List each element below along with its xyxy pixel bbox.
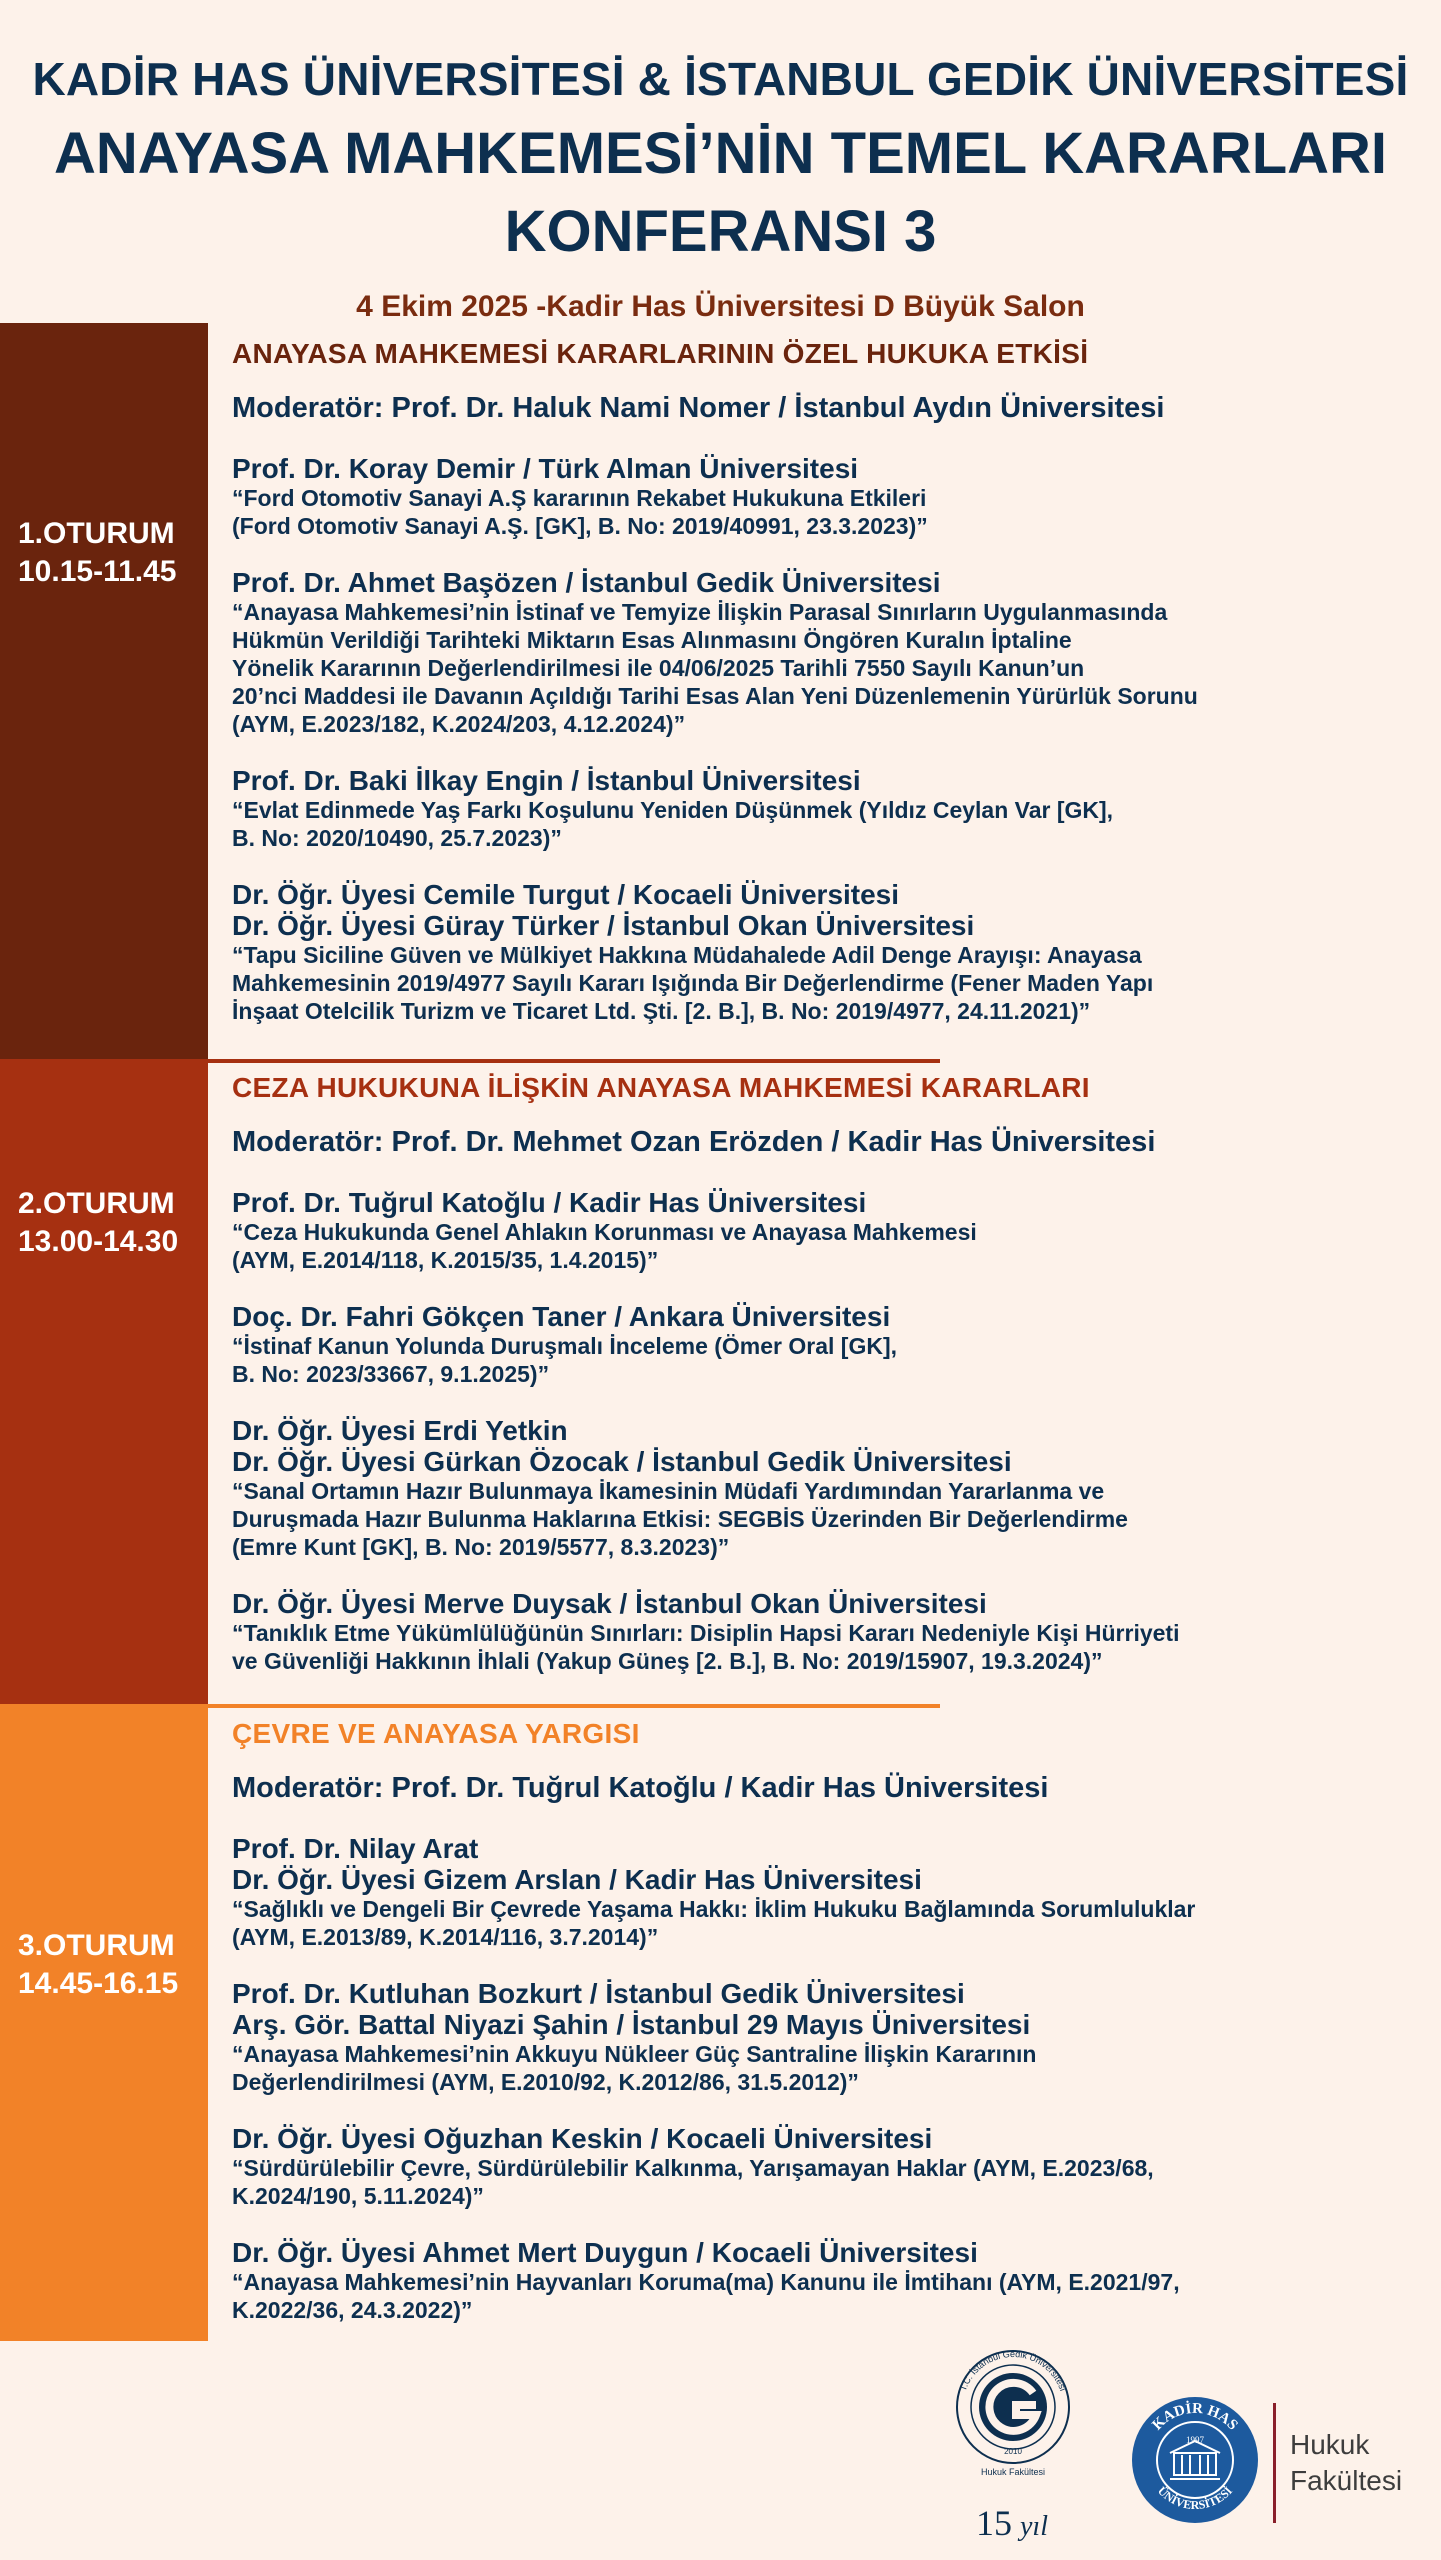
talk-title: “Anayasa Mahkemesi’nin Akkuyu Nükleer Güç Santraline İlişkin Kararının Değerlendirilmesi (AYM, E.2010/92, K.2012/86, 31.5.2012)” — [232, 2041, 1037, 2095]
session-1-time: 10.15-11.45 — [18, 555, 177, 588]
talk-title: “İstinaf Kanun Yolunda Duruşmalı İnceleme (Ömer Oral [GK], B. No: 2023/33667, 9.1.2025)” — [232, 1333, 898, 1387]
khas-seal-top: KADİR HAS — [1149, 2400, 1241, 2434]
talk-speaker: Dr. Öğr. Üyesi Cemile Turgut / Kocaeli Üniversitesi — [232, 879, 900, 910]
talk-item — [232, 2123, 1422, 2210]
talk-speaker-2: Dr. Öğr. Üyesi Güray Türker / İstanbul Okan Üniversitesi — [232, 910, 975, 941]
header-title: ANAYASA MAHKEMESİ’NİN TEMEL KARARLARI — [53, 121, 1388, 186]
gedik-ring-text: T.C. İstanbul Gedik Üniversitesi — [957, 2348, 1069, 2393]
talk-speaker: Doç. Dr. Fahri Gökçen Taner / Ankara Üniversitesi — [232, 1301, 891, 1332]
session-1 — [232, 338, 1422, 1052]
gedik-year: 2010 — [1004, 2447, 1022, 2456]
talk-speaker: Prof. Dr. Kutluhan Bozkurt / İstanbul Gedik Üniversitesi — [232, 1978, 965, 2009]
session-2 — [232, 1072, 1422, 1702]
talk-title: “Anayasa Mahkemesi’nin İstinaf ve Temyize İlişkin Parasal Sınırların Uygulanmasında Hükmün Verildiği Tarihteki Miktarın Esas Alınmasını Öngören Kuralın İptaline Yönelik Kararının Değerlendirilmesi ile 04/06/2025 Tarihli 7550 Sayılı Kanun’un 20’nci Maddesi ile Davanın Açıldığı Tarihi Esas Alan Yeni Düzenlemenin Yürürlük Sorunu (AYM, E.2023/182, K.2024/203, 4.12.2024)” — [232, 599, 1198, 737]
talk-title: “Ford Otomotiv Sanayi A.Ş kararının Rekabet Hukukuna Etkileri (Ford Otomotiv Sanayi A.Ş. [GK], B. No: 2019/40991, 23.3.2023)” — [232, 485, 928, 539]
session-title: ANAYASA MAHKEMESİ KARARLARININ ÖZEL HUKUKA ETKİSİ — [232, 338, 1089, 369]
talk-speaker: Dr. Öğr. Üyesi Ahmet Mert Duygun / Kocaeli Üniversitesi — [232, 2237, 978, 2268]
khas-seal-year: 1997 — [1186, 2435, 1204, 2445]
session-2-time: 13.00-14.30 — [18, 1225, 179, 1258]
gedik-anniversary-word: yıl — [1020, 2511, 1048, 2542]
talk-item — [232, 1187, 1422, 1274]
talk-title: “Anayasa Mahkemesi’nin Hayvanları Koruma(ma) Kanunu ile İmtihanı (AYM, E.2021/97, K.2022/36, 24.3.2022)” — [232, 2269, 1180, 2323]
talk-title: “Tapu Siciline Güven ve Mülkiyet Hakkına Müdahalede Adil Denge Arayışı: Anayasa Mahkemesinin 2019/4977 Sayılı Kararı Işığında Bir Değerlendirme (Fener Maden Yapı İnşaat Otelcilik Turizm ve Ticaret Ltd. Şti. [2. B.], B. No: 2019/4977, 24.11.2021)” — [232, 942, 1154, 1024]
talk-speaker: Prof. Dr. Tuğrul Katoğlu / Kadir Has Üniversitesi — [232, 1187, 867, 1218]
talk-item — [232, 2237, 1422, 2324]
talk-item — [232, 765, 1422, 852]
session-3-label: 3.OTURUM — [18, 1929, 175, 1962]
talk-item — [232, 1415, 1422, 1561]
talk-item — [232, 1588, 1422, 1675]
talk-speaker: Prof. Dr. Baki İlkay Engin / İstanbul Üniversitesi — [232, 765, 861, 796]
session-3-time: 14.45-16.15 — [18, 1967, 179, 2000]
session-divider — [0, 1704, 940, 1708]
talk-title: “Ceza Hukukunda Genel Ahlakın Korunması ve Anayasa Mahkemesi (AYM, E.2014/118, K.2015/35, 1.4.2015)” — [232, 1219, 977, 1273]
session-title: CEZA HUKUKUNA İLİŞKİN ANAYASA MAHKEMESİ KARARLARI — [232, 1072, 1090, 1103]
talk-speaker-2: Dr. Öğr. Üyesi Gizem Arslan / Kadir Has Üniversitesi — [232, 1864, 922, 1895]
talk-item — [232, 453, 1422, 540]
session-2-label: 2.OTURUM — [18, 1187, 175, 1220]
header-subtitle: KONFERANSI 3 — [504, 199, 937, 264]
talk-speaker: Prof. Dr. Nilay Arat — [232, 1833, 479, 1864]
session-1-band — [0, 323, 208, 1060]
talk-item — [232, 1833, 1422, 1951]
talk-title: “Sağlıklı ve Dengeli Bir Çevrede Yaşama Hakkı: İklim Hukuku Bağlamında Sorumluluklar (AYM, E.2013/89, K.2014/116, 3.7.2014)” — [232, 1896, 1196, 1950]
event-date-venue: 4 Ekim 2025 -Kadir Has Üniversitesi D Büyük Salon — [356, 290, 1085, 323]
talk-speaker: Dr. Öğr. Üyesi Merve Duysak / İstanbul Okan Üniversitesi — [232, 1588, 987, 1619]
talk-title: “Evlat Edinmede Yaş Farkı Koşulunu Yeniden Düşünmek (Yıldız Ceylan Var [GK], B. No: 2020/10490, 25.7.2023)” — [232, 797, 1114, 851]
session-2-band — [0, 1060, 208, 1705]
session-divider — [0, 1059, 940, 1063]
faculty-divider — [1273, 2403, 1276, 2523]
talk-speaker-2: Dr. Öğr. Üyesi Gürkan Özocak / İstanbul Gedik Üniversitesi — [232, 1446, 1012, 1477]
talk-title: “Tanıklık Etme Yükümlülüğünün Sınırları: Disiplin Hapsi Kararı Nedeniyle Kişi Hürriyeti ve Güvenliği Hakkının İhlali (Yakup Güneş [2. B.], B. No: 2019/15907, 19.3.2024)” — [232, 1620, 1180, 1674]
session-moderator: Moderatör: Prof. Dr. Mehmet Ozan Erözden / Kadir Has Üniversitesi — [232, 1126, 1156, 1158]
talk-item — [232, 879, 1422, 1025]
talk-title: “Sanal Ortamın Hazır Bulunmaya İkamesinin Müdafi Yardımından Yararlanma ve Duruşmada Hazır Bulunma Haklarına Etkisi: SEGBİS Üzerinden Bir Değerlendirme (Emre Kunt [GK], B. No: 2019/5577, 8.3.2023)” — [232, 1478, 1128, 1560]
session-moderator: Moderatör: Prof. Dr. Tuğrul Katoğlu / Kadir Has Üniversitesi — [232, 1772, 1049, 1804]
talk-speaker: Dr. Öğr. Üyesi Oğuzhan Keskin / Kocaeli Üniversitesi — [232, 2123, 933, 2154]
talk-speaker: Prof. Dr. Ahmet Başözen / İstanbul Gedik Üniversitesi — [232, 567, 941, 598]
talk-item — [232, 567, 1422, 738]
faculty-name: Hukuk Fakültesi — [1290, 2429, 1403, 2496]
kadir-has-university-seal — [1130, 2395, 1260, 2525]
header-universities: KADİR HAS ÜNİVERSİTESİ & İSTANBUL GEDİK ÜNİVERSİTESİ — [32, 53, 1409, 105]
gedik-anniversary: 15 — [976, 2503, 1012, 2543]
gedik-university-logo — [948, 2345, 1078, 2555]
session-moderator: Moderatör: Prof. Dr. Haluk Nami Nomer / İstanbul Aydın Üniversitesi — [232, 392, 1165, 424]
talk-speaker-2: Arş. Gör. Battal Niyazi Şahin / İstanbul 29 Mayıs Üniversitesi — [232, 2009, 1031, 2040]
talk-speaker: Dr. Öğr. Üyesi Erdi Yetkin — [232, 1415, 568, 1446]
khas-seal-bottom: ÜNİVERSİTESİ — [1154, 2483, 1236, 2512]
talk-speaker: Prof. Dr. Koray Demir / Türk Alman Üniversitesi — [232, 453, 859, 484]
footer-logos — [0, 2345, 1441, 2560]
gedik-faculty: Hukuk Fakültesi — [980, 2467, 1046, 2477]
session-3-band — [0, 1705, 208, 2341]
talk-item — [232, 1301, 1422, 1388]
session-3 — [232, 1718, 1422, 2351]
talk-item — [232, 1978, 1422, 2096]
talk-title: “Sürdürülebilir Çevre, Sürdürülebilir Kalkınma, Yarışamayan Haklar (AYM, E.2023/68, K.2024/190, 5.11.2024)” — [232, 2155, 1154, 2209]
session-1-label: 1.OTURUM — [18, 517, 175, 550]
session-title: ÇEVRE VE ANAYASA YARGISI — [232, 1718, 640, 1749]
